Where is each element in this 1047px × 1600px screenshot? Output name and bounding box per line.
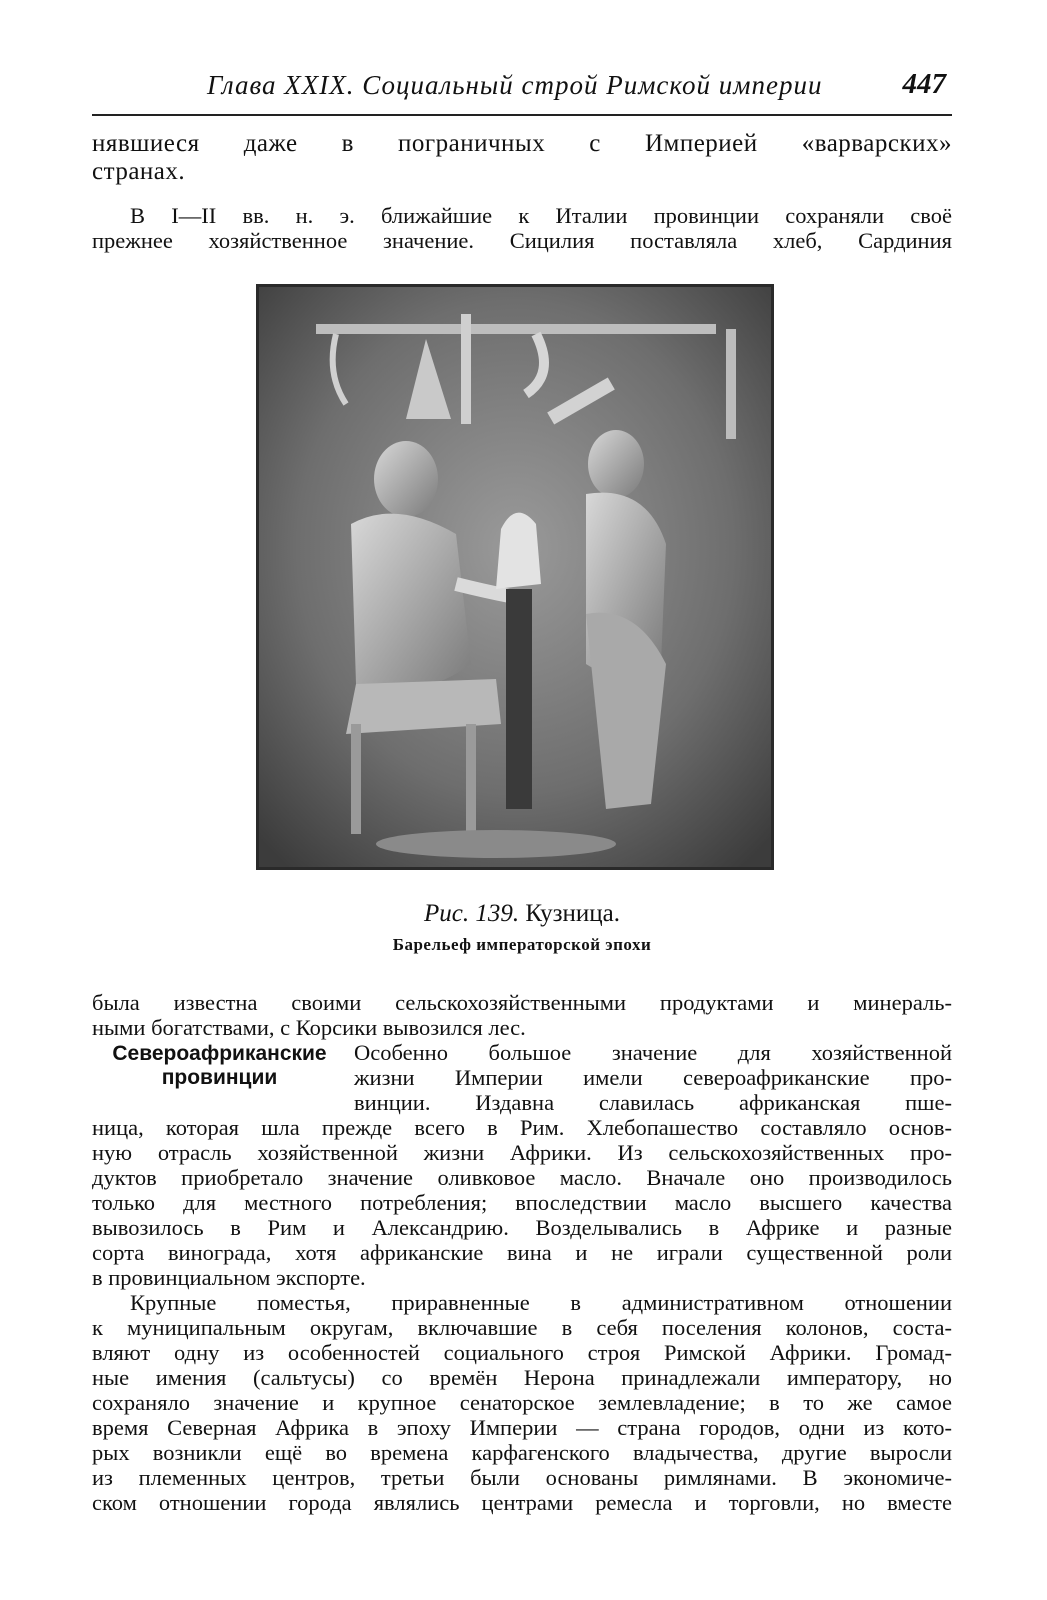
sidehead-row — [92, 1040, 952, 1115]
text-line: Крупные поместья, приравненные в административном отношении — [130, 1290, 952, 1315]
page-number: 447 — [902, 68, 946, 100]
text-line: вляют одну из особенностей социального строя Римской Африки. Громад- — [92, 1340, 952, 1365]
bas-relief-image — [256, 284, 774, 870]
sidehead-text — [354, 1040, 952, 1115]
text-line: сохраняло значение и крупное сенаторское землевладение; в то же самое — [92, 1390, 952, 1415]
text-line: жизни Империи имели североафриканские про- — [354, 1065, 952, 1090]
text-line: прежнее хозяйственное значение. Сицилия поставляла хлеб, Сардиния — [92, 228, 952, 253]
book-page — [92, 0, 952, 1600]
forge-relief-illustration — [256, 284, 774, 870]
text-line: только для местного потребления; впоследствии масло высшего качества — [92, 1190, 952, 1215]
text-line: ную отрасль хозяйственной жизни Африки. Из сельскохозяйственных про- — [92, 1140, 952, 1165]
margin-heading: Североафриканские провинции — [112, 1042, 327, 1089]
text-line: ница, которая шла прежде всего в Рим. Хлебопашество составляло основ- — [92, 1115, 952, 1140]
text-line: Особенно большое значение для хозяйственной — [354, 1040, 952, 1065]
text-line: к муниципальным округам, включавшие в себя поселения колонов, соста- — [92, 1315, 952, 1340]
text-line: ском отношении города являлись центрами ремесла и торговли, но вместе — [92, 1490, 952, 1515]
text-line: нявшиеся даже в пограничных с Империей «варварских» — [92, 130, 952, 157]
main-text — [92, 990, 952, 1515]
chapter-title: Глава XXIX. Социальный строй Римской империи — [207, 70, 823, 100]
text-line: дуктов приобретало значение оливковое масло. Вначале оно производилось — [92, 1165, 952, 1190]
text-line: из племенных центров, третьи были основаны римлянами. В экономиче- — [92, 1465, 952, 1490]
text-line: странах. — [92, 158, 186, 185]
figure-caption — [92, 900, 952, 928]
text-line: рых возникли ещё во времена карфагенского владычества, другие выросли — [92, 1440, 952, 1465]
running-header — [92, 68, 952, 116]
text-line: была известна своими сельскохозяйственными продуктами и минераль- — [92, 990, 952, 1015]
text-line: винции. Издавна славилась африканская пше- — [354, 1090, 952, 1115]
text-line: ными богатствами, с Корсики вывозился лес. — [92, 1015, 526, 1040]
paragraph-sicily — [92, 203, 952, 253]
text-line: В I—II вв. н. э. ближайшие к Италии провинции сохраняли своё — [130, 203, 952, 228]
lead-paragraph — [92, 131, 952, 187]
figure-number: Рис. 139. — [423, 900, 520, 927]
text-line: время Северная Африка в эпоху Империи — страна городов, одни из кото- — [92, 1415, 952, 1440]
text-line: ные имения (сальтусы) со времён Нерона принадлежали императору, но — [92, 1365, 952, 1390]
text-line: сорта винограда, хотя африканские вина и не играли существенной роли — [92, 1240, 952, 1265]
figure-subtitle: Барельеф императорской эпохи — [392, 935, 652, 954]
figure-title: Кузница. — [525, 900, 621, 927]
text-line: в провинциальном экспорте. — [92, 1265, 366, 1290]
text-line: вывозилось в Рим и Александрию. Возделывались в Африке и разные — [92, 1215, 952, 1240]
